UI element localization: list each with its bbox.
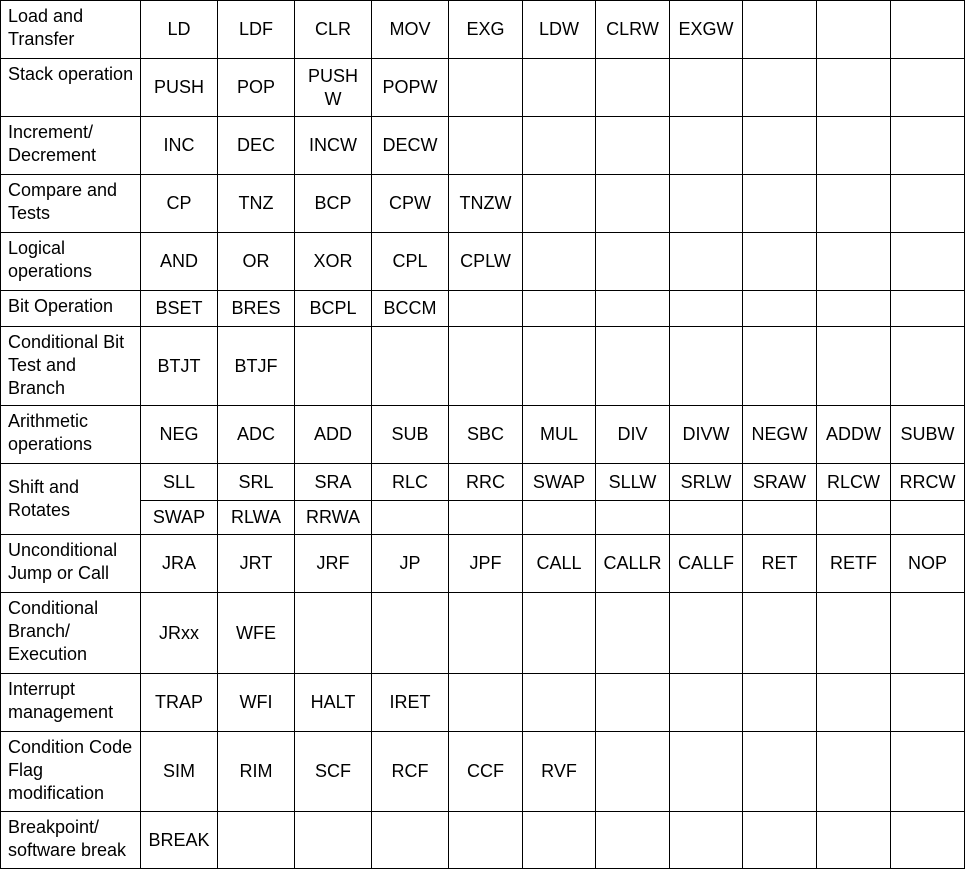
instruction-cell: RRC (449, 464, 523, 501)
instruction-cell (891, 59, 965, 117)
instruction-cell (817, 327, 891, 406)
category-cell: Logical operations (1, 233, 141, 291)
instruction-cell (523, 233, 596, 291)
instruction-cell: SRAW (743, 464, 817, 501)
instruction-cell: SIM (141, 732, 218, 812)
category-cell: Conditional Branch/ Execution (1, 593, 141, 674)
instruction-cell (891, 501, 965, 535)
instruction-cell: TNZW (449, 175, 523, 233)
instruction-cell (817, 117, 891, 175)
instruction-cell: SCF (295, 732, 372, 812)
instruction-cell: ADC (218, 406, 295, 464)
instruction-cell: RRCW (891, 464, 965, 501)
instruction-cell: ADDW (817, 406, 891, 464)
instruction-cell (523, 327, 596, 406)
instruction-cell (372, 593, 449, 674)
instruction-cell (743, 1, 817, 59)
instruction-cell (596, 291, 670, 327)
instruction-cell: OR (218, 233, 295, 291)
instruction-cell: SUBW (891, 406, 965, 464)
instruction-cell: MUL (523, 406, 596, 464)
instruction-cell: CPW (372, 175, 449, 233)
instruction-cell: SWAP (141, 501, 218, 535)
instruction-cell (372, 812, 449, 869)
instruction-cell (523, 175, 596, 233)
instruction-cell: WFE (218, 593, 295, 674)
instruction-cell (596, 674, 670, 732)
instruction-cell: EXGW (670, 1, 743, 59)
instruction-cell: BRES (218, 291, 295, 327)
instruction-cell (891, 1, 965, 59)
instruction-cell: SRA (295, 464, 372, 501)
instruction-cell: NOP (891, 535, 965, 593)
instruction-cell (817, 233, 891, 291)
instruction-cell: BCP (295, 175, 372, 233)
instruction-cell: INCW (295, 117, 372, 175)
instruction-cell: RLWA (218, 501, 295, 535)
category-cell: Breakpoint/ software break (1, 812, 141, 869)
instruction-cell: CP (141, 175, 218, 233)
instruction-cell: IRET (372, 674, 449, 732)
instruction-cell: WFI (218, 674, 295, 732)
instruction-cell (596, 233, 670, 291)
instruction-cell: SUB (372, 406, 449, 464)
category-cell: Stack operation (1, 59, 141, 117)
instruction-cell: SRLW (670, 464, 743, 501)
instruction-cell (670, 117, 743, 175)
instruction-cell (743, 732, 817, 812)
instruction-cell: RLCW (817, 464, 891, 501)
instruction-cell: CALLF (670, 535, 743, 593)
table-row (1, 175, 965, 233)
category-cell: Unconditional Jump or Call (1, 535, 141, 593)
instruction-cell (523, 812, 596, 869)
instruction-cell (596, 327, 670, 406)
table-row (1, 812, 965, 869)
instruction-cell: SBC (449, 406, 523, 464)
instruction-cell (743, 593, 817, 674)
instruction-cell (817, 812, 891, 869)
instruction-cell (891, 327, 965, 406)
instruction-cell (817, 175, 891, 233)
instruction-cell: XOR (295, 233, 372, 291)
instruction-cell: RCF (372, 732, 449, 812)
instruction-cell (743, 674, 817, 732)
instruction-cell: DIV (596, 406, 670, 464)
instruction-cell (670, 732, 743, 812)
instruction-cell (891, 732, 965, 812)
category-cell: Conditional Bit Test and Branch (1, 327, 141, 406)
instruction-cell (670, 674, 743, 732)
instruction-cell (670, 327, 743, 406)
table-row (1, 674, 965, 732)
instruction-cell (817, 501, 891, 535)
instruction-cell (596, 117, 670, 175)
instruction-cell: RET (743, 535, 817, 593)
instruction-cell: BSET (141, 291, 218, 327)
instruction-cell: HALT (295, 674, 372, 732)
instruction-cell (670, 59, 743, 117)
instruction-cell (817, 593, 891, 674)
table-row (1, 233, 965, 291)
instruction-cell: LDF (218, 1, 295, 59)
instruction-cell: BTJT (141, 327, 218, 406)
instruction-cell (743, 233, 817, 291)
instruction-cell (817, 732, 891, 812)
instruction-cell: MOV (372, 1, 449, 59)
table-row (1, 732, 965, 812)
instruction-cell: BCPL (295, 291, 372, 327)
instruction-cell (295, 593, 372, 674)
instruction-cell: BREAK (141, 812, 218, 869)
table-row (1, 501, 965, 535)
instruction-cell (743, 501, 817, 535)
instruction-cell (743, 175, 817, 233)
instruction-cell: BCCM (372, 291, 449, 327)
instruction-cell (449, 291, 523, 327)
instruction-cell: PUSH (141, 59, 218, 117)
instruction-cell: PUSHW (295, 59, 372, 117)
instruction-cell: JRxx (141, 593, 218, 674)
instruction-cell (449, 674, 523, 732)
instruction-cell (449, 501, 523, 535)
instruction-cell (596, 59, 670, 117)
category-cell: Shift and Rotates (1, 464, 141, 535)
category-cell: Compare and Tests (1, 175, 141, 233)
instruction-cell: SRL (218, 464, 295, 501)
category-cell: Load and Transfer (1, 1, 141, 59)
instruction-cell (449, 327, 523, 406)
instruction-cell: RVF (523, 732, 596, 812)
instruction-cell: SLLW (596, 464, 670, 501)
instruction-cell (891, 593, 965, 674)
instruction-cell: JRA (141, 535, 218, 593)
instruction-cell: JPF (449, 535, 523, 593)
category-cell: Bit Operation (1, 291, 141, 327)
instruction-cell (670, 175, 743, 233)
instruction-cell (523, 117, 596, 175)
instruction-cell: INC (141, 117, 218, 175)
instruction-cell: SWAP (523, 464, 596, 501)
table-body (1, 1, 965, 869)
instruction-cell (449, 593, 523, 674)
instruction-cell (596, 732, 670, 812)
instruction-cell (817, 1, 891, 59)
instruction-cell: CALL (523, 535, 596, 593)
instruction-cell: NEG (141, 406, 218, 464)
instruction-cell (523, 674, 596, 732)
table-row (1, 117, 965, 175)
table-row (1, 291, 965, 327)
category-cell: Increment/ Decrement (1, 117, 141, 175)
category-cell: Condition Code Flag modification (1, 732, 141, 812)
instruction-cell (670, 593, 743, 674)
instruction-cell (743, 117, 817, 175)
instruction-cell (891, 812, 965, 869)
instruction-cell: RRWA (295, 501, 372, 535)
instruction-cell: CPL (372, 233, 449, 291)
instruction-cell: JRF (295, 535, 372, 593)
instruction-cell (596, 175, 670, 233)
instruction-cell: AND (141, 233, 218, 291)
instruction-cell (891, 291, 965, 327)
instruction-cell: CALLR (596, 535, 670, 593)
instruction-cell (817, 291, 891, 327)
instruction-cell (523, 59, 596, 117)
instruction-cell (372, 501, 449, 535)
instruction-cell (891, 233, 965, 291)
instruction-cell: ADD (295, 406, 372, 464)
instruction-cell (670, 233, 743, 291)
table-row (1, 59, 965, 117)
instruction-cell (523, 593, 596, 674)
table-row (1, 593, 965, 674)
instruction-cell (449, 117, 523, 175)
instruction-cell: DEC (218, 117, 295, 175)
instruction-cell: POP (218, 59, 295, 117)
instruction-cell (523, 501, 596, 535)
instruction-cell (596, 593, 670, 674)
instruction-cell (817, 59, 891, 117)
instruction-cell (891, 117, 965, 175)
instruction-cell (743, 59, 817, 117)
category-cell: Interrupt management (1, 674, 141, 732)
instruction-cell: RETF (817, 535, 891, 593)
instruction-cell: JRT (218, 535, 295, 593)
instruction-cell (891, 175, 965, 233)
instruction-cell: SLL (141, 464, 218, 501)
instruction-cell: JP (372, 535, 449, 593)
instruction-cell (670, 291, 743, 327)
instruction-cell (449, 812, 523, 869)
instruction-cell (817, 674, 891, 732)
instruction-cell: NEGW (743, 406, 817, 464)
instruction-cell (372, 327, 449, 406)
table-row (1, 406, 965, 464)
instruction-cell: CLRW (596, 1, 670, 59)
instruction-cell: RIM (218, 732, 295, 812)
instruction-cell: CCF (449, 732, 523, 812)
instruction-cell (670, 812, 743, 869)
instruction-cell: DIVW (670, 406, 743, 464)
instruction-cell: DECW (372, 117, 449, 175)
instruction-cell (596, 501, 670, 535)
instruction-cell (218, 812, 295, 869)
instruction-cell (523, 291, 596, 327)
instruction-cell (743, 291, 817, 327)
instruction-cell (295, 327, 372, 406)
category-cell: Arithmetic operations (1, 406, 141, 464)
instruction-cell (449, 59, 523, 117)
instruction-cell (670, 501, 743, 535)
instruction-cell: RLC (372, 464, 449, 501)
instruction-cell: TNZ (218, 175, 295, 233)
instruction-cell: CPLW (449, 233, 523, 291)
instruction-cell (743, 812, 817, 869)
instruction-cell: BTJF (218, 327, 295, 406)
instruction-cell (596, 812, 670, 869)
instruction-cell (891, 674, 965, 732)
instruction-cell: POPW (372, 59, 449, 117)
table-row (1, 535, 965, 593)
table-row (1, 327, 965, 406)
instruction-cell: TRAP (141, 674, 218, 732)
instruction-cell: LD (141, 1, 218, 59)
instruction-cell: EXG (449, 1, 523, 59)
instruction-cell (743, 327, 817, 406)
table-row (1, 1, 965, 59)
instruction-cell: CLR (295, 1, 372, 59)
instruction-cell (295, 812, 372, 869)
instruction-cell: LDW (523, 1, 596, 59)
table-row (1, 464, 965, 501)
